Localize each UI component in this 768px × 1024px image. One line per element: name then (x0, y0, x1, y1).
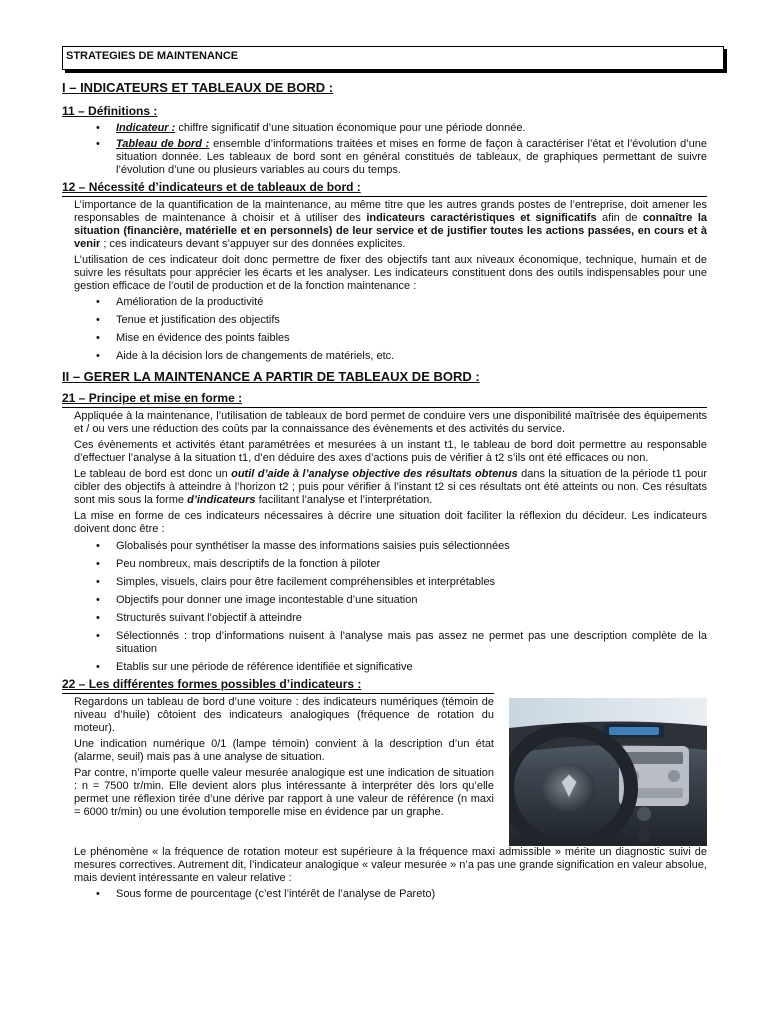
bullet-icon: • (96, 332, 100, 344)
definition-term: Tableau de bord : (116, 138, 210, 150)
section22-paragraph-3: Par contre, n’importe quelle valeur mesurée analogique est une indication de situation : n = 7500 tr/min. Elle devient alors plus intéressante à interpréter dès lors qu’elle permet une réflexion tirée d’une dérive par rapport à une valeur de référence (n maxi = 6000 tr/min) ou une évolution temporelle mise en évidence par un graphe. (74, 767, 494, 818)
bullet-icon: • (96, 594, 100, 606)
section21-title: 21 – Principe et mise en forme : (62, 391, 243, 405)
section1-title: I – INDICATEURS ET TABLEAUX DE BORD : (62, 80, 334, 95)
section12-paragraph-1: L’importance de la quantification de la maintenance, au même titre que les autres grands postes de l’entreprise, doit amener les responsables de maintenance à choisir et à utiliser des indicateurs caractéristiques et significatifs afin de connaître la situation (financière, matérielle et en personnels) de leur service et de justifier toutes les actions passées, en cours et à venir ; ces indicateurs devant s’appuyer sur des données explicites. (74, 199, 708, 250)
section12-rule (62, 196, 707, 197)
list-item: • Sous forme de pourcentage (c’est l’intérêt de l’analyse de Pareto) (96, 888, 436, 900)
definition-text: chiffre significatif d’une situation économique pour une période donnée. (175, 122, 526, 134)
bullet-icon: • (96, 661, 100, 673)
section22-title: 22 – Les différentes formes possibles d’indicateurs : (62, 677, 362, 691)
bullet-icon: • (96, 630, 100, 642)
list-item: • Amélioration de la productivité (96, 296, 264, 308)
definition-term: Indicateur : (116, 122, 176, 134)
section22-paragraph-1: Regardons un tableau de bord d’une voiture : des indicateurs numériques (témoin de niveau d’huile) côtoient des indicateurs analogiques (fréquence de rotation du moteur). (74, 696, 494, 734)
section22-text (62, 696, 494, 819)
list-item: • Structurés suivant l’objectif à atteindre (96, 612, 302, 624)
header-title-box (62, 46, 724, 70)
bullet-icon: • (96, 576, 100, 588)
section12-bullets (62, 296, 707, 363)
section21-paragraph-2: Ces évènements et activités étant paramétrées et mesurées à un instant t1, le tableau de bord doit permettre au responsable d’effectuer l’analyse à la situation t1, d’en déduire des axes d’actions puis de vérifier à t2 s’ils ont été efficaces ou non. (74, 439, 707, 464)
section21-bullets (62, 540, 707, 674)
bullet-icon: • (96, 540, 100, 552)
bullet-icon: • (96, 296, 100, 308)
section21-paragraph-3: Le tableau de bord est donc un outil d’aide à l’analyse objective des résultats obtenus dans la situation de la période t1 pour cibler des objectifs à atteindre à l’horizon t2 ; puis pour vérifier à l’instant t2 si ces résultats ont été atteints ou non. Ces résultats sont mis sous la forme d’indicateurs facilitant l’analyse et l’interprétation. (74, 468, 707, 506)
list-item: • Aide à la décision lors de changements de matériels, etc. (96, 350, 395, 362)
section21-paragraph-4: La mise en forme de ces indicateurs nécessaires à décrire une situation doit faciliter la réflexion du décideur. Les indicateurs doivent donc être : (74, 510, 707, 535)
list-item: • Globalisés pour synthétiser la masse des informations saisies puis sélectionnées (96, 540, 510, 552)
bullet-icon: • (96, 122, 100, 134)
section12-title: 12 – Nécessité d’indicateurs et de tableaux de bord : (62, 180, 361, 194)
definition-item (62, 138, 707, 177)
car-dashboard-photo (509, 698, 707, 846)
section11-title: 11 – Définitions : (62, 104, 158, 118)
section22-bullets (62, 888, 707, 901)
bullet-icon: • (96, 138, 100, 150)
section2-title: II – GERER LA MAINTENANCE A PARTIR DE TABLEAUX DE BORD : (62, 369, 480, 384)
section22-paragraph-4: Le phénomène « la fréquence de rotation moteur est supérieure à la fréquence maxi admissible » mérite un diagnostic suivi de mesures correctives. Autrement dit, l’indicateur analogique « valeur mesurée » n’a pas une grande signification en valeur absolue, mais devient intéressante en valeur relative : (74, 846, 707, 884)
list-item: • Sélectionnés : trop d’informations nuisent à l’analyse mais pas assez ne permet pas une description complète de la situation (96, 630, 707, 655)
bullet-icon: • (96, 558, 100, 570)
bullet-icon: • (96, 612, 100, 624)
list-item: • Tenue et justification des objectifs (96, 314, 280, 326)
definition-text: ensemble d’informations traitées et mises en forme de façon à caractériser l’état et l’évolution d’une situation donnée. Les tableaux de bord sont en général constitués de tableaux, de graphiques permettant de suivre l’évolution d’une ou plusieurs variables au cours du temps. (116, 138, 707, 176)
header-title: STRATEGIES DE MAINTENANCE (66, 50, 239, 62)
bullet-icon: • (96, 314, 100, 326)
section22-paragraph-2: Une indication numérique 0/1 (lampe témoin) convient à la description d’un état (alarme, seuil) mais pas à une analyse de situation. (74, 738, 494, 763)
definition-item (62, 122, 707, 135)
list-item: • Simples, visuels, clairs pour être facilement compréhensibles et interprétables (96, 576, 496, 588)
document-page (62, 46, 707, 901)
list-item: • Objectifs pour donner une image incontestable d’une situation (96, 594, 418, 606)
list-item: • Peu nombreux, mais descriptifs de la fonction à piloter (96, 558, 381, 570)
bullet-icon: • (96, 888, 100, 900)
section21-paragraph-1: Appliquée à la maintenance, l’utilisation de tableaux de bord permet de conduire vers une disponibilité maîtrisée des équipements et / ou vers une réduction des coûts par la connaissance des évènements et des activités du service. (74, 410, 707, 435)
section12-paragraph-2: L’utilisation de ces indicateur doit donc permettre de fixer des objectifs tant aux niveaux économique, technique, humain et de suivre les résultats pour apprécier les écarts et les analyser. Les indicateurs constituent dons des outils indispensables pour une gestion efficace de l’outil de production et de la fonction maintenance : (74, 254, 707, 292)
section22-body (62, 696, 707, 846)
list-item: • Etablis sur une période de référence identifiée et significative (96, 661, 413, 673)
section22-rule (62, 693, 494, 694)
list-item: • Mise en évidence des points faibles (96, 332, 290, 344)
definitions-list (62, 122, 707, 177)
section21-rule (62, 407, 707, 408)
bullet-icon: • (96, 350, 100, 362)
